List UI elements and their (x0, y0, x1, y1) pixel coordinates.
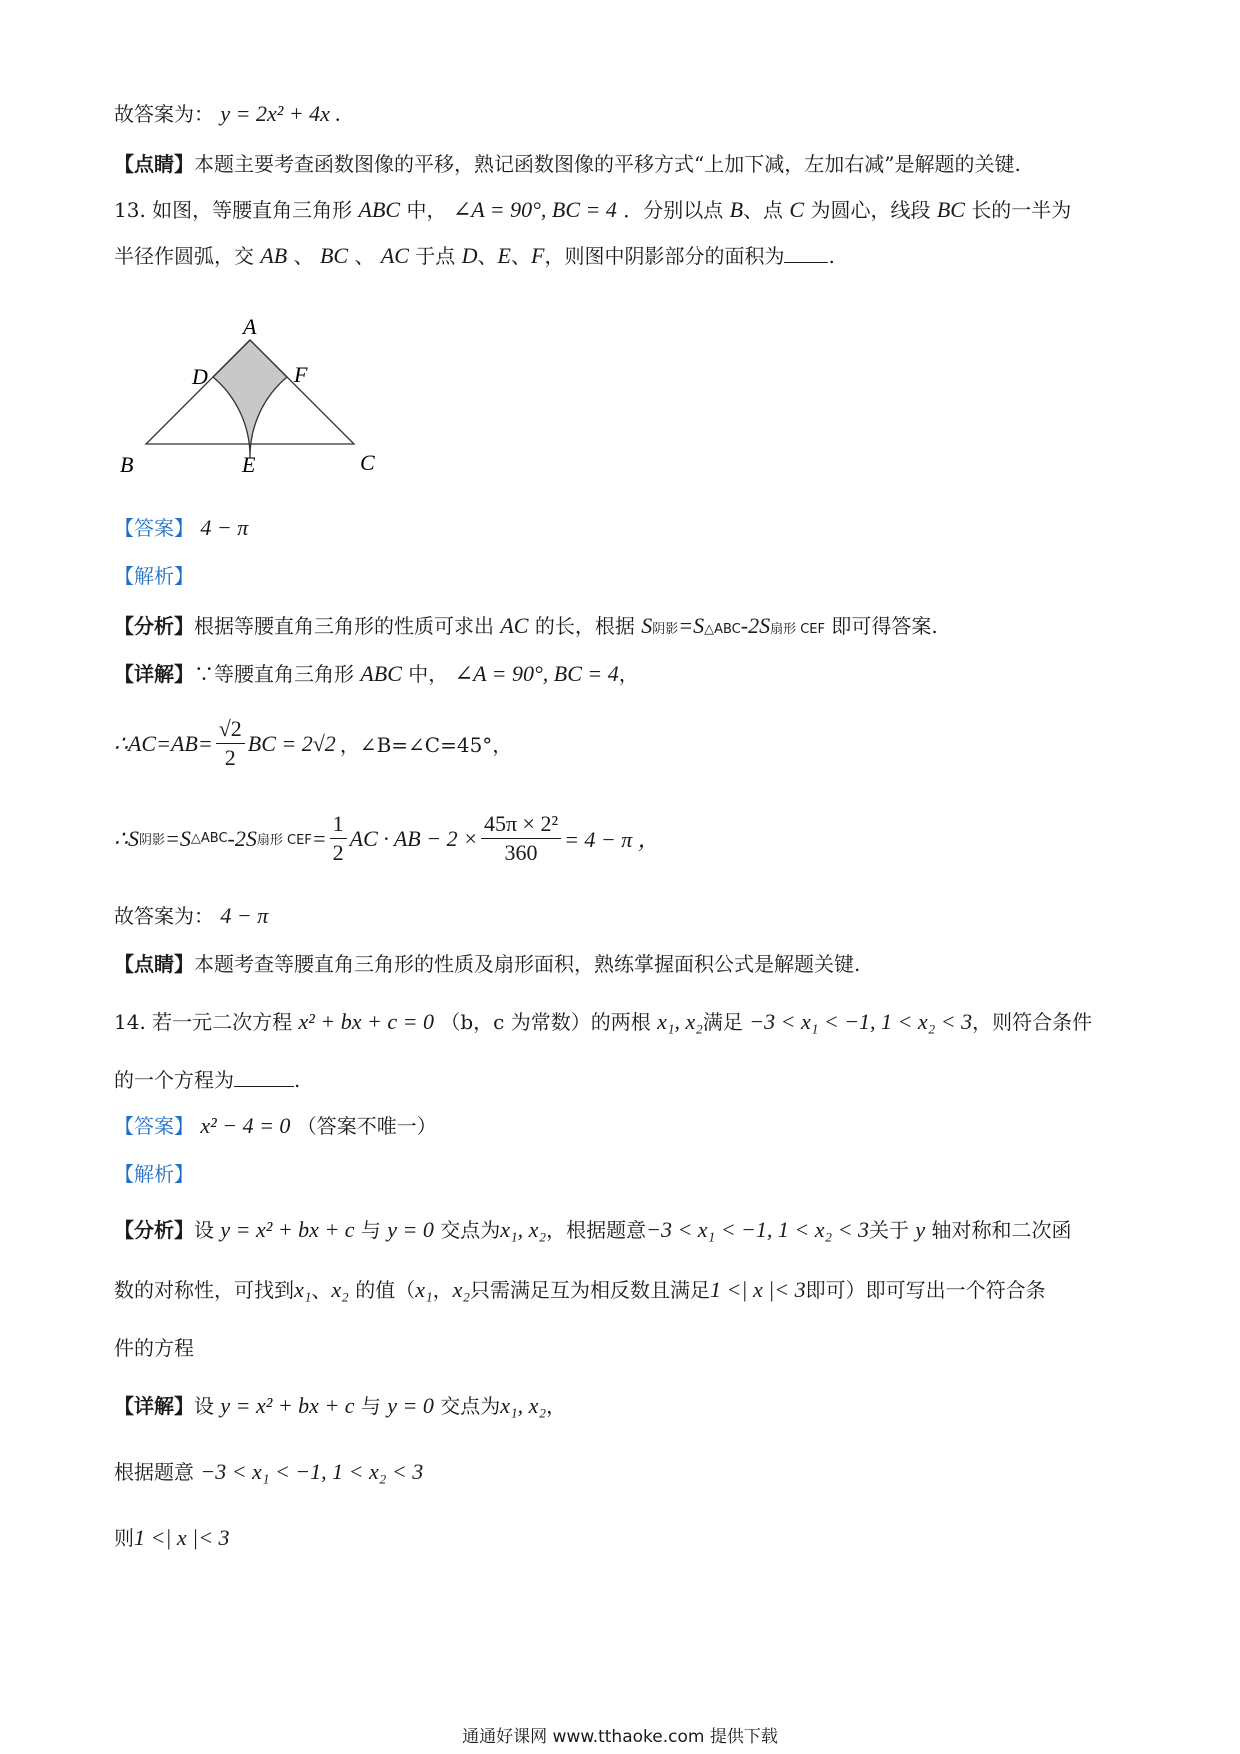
q14-eq: x² + bx + c = 0 (298, 1009, 434, 1034)
q13-sep-1: 、 (293, 244, 314, 268)
fenxi14-cond: −3 < x₁ < −1, 1 < x₂ < 3 (646, 1217, 869, 1242)
q14-roots: x₁, x₂ (657, 1009, 703, 1034)
q13-sep-3: 、 (477, 244, 498, 268)
fenxi-sub-3: 扇形 CEF (770, 622, 825, 637)
answer14-note: （答案不唯一） (296, 1114, 437, 1138)
fenxi14-l2a: 数的对称性，可找到 (114, 1278, 294, 1302)
label-e: E (242, 452, 256, 477)
step1-lead: ∴AC=AB= (114, 730, 213, 756)
step-14a (114, 1458, 423, 1486)
xiangjie-14 (114, 1392, 566, 1420)
question-13-line-1 (114, 196, 1071, 224)
fenxi-eq-1: =S (678, 613, 705, 638)
label-a: A (243, 318, 257, 339)
step-14b (114, 1524, 230, 1552)
answer-14 (114, 1112, 437, 1140)
fenxi-ac: AC (500, 613, 529, 638)
step1-tail: ，∠B=∠C=45°， (339, 733, 513, 757)
answer-equation: y = 2x² + 4x . (220, 101, 341, 126)
fenxi-14-line-2 (114, 1276, 1046, 1304)
q13-ac: AC (380, 243, 409, 268)
step2-sub-1: 阴影 (139, 833, 166, 848)
fenxi14-abs: 1 <| x |< 3 (710, 1277, 806, 1302)
q13-sep-2: 、 (354, 244, 375, 268)
xiangjie14-t4: ， (546, 1394, 567, 1418)
fenxi14-eq1: y = x² + bx + c (220, 1217, 355, 1242)
fenxi-text-3: 即可得答案. (831, 614, 938, 638)
final-answer-13 (114, 902, 268, 930)
answer-line-12 (114, 100, 341, 128)
point-tag: 【点睛】 (114, 152, 194, 176)
fenxi-sub-1: 阴影 (652, 622, 679, 637)
xiangjie14-eq2: y = 0 (387, 1393, 434, 1418)
step2-lead: ∴S (114, 825, 139, 851)
label-b: B (120, 452, 134, 477)
q13-text-1: 13. 如图，等腰直角三角形 (114, 198, 353, 222)
answer-blank (784, 244, 828, 263)
q14-cond: −3 < x₁ < −1, 1 < x₂ < 3 (749, 1009, 973, 1034)
fenxi14-sep: 、 (311, 1278, 332, 1302)
point13-tag: 【点睛】 (114, 952, 194, 976)
fenxi-eq-2: -2S (740, 613, 771, 638)
q13-condition: ∠A = 90°, BC = 4 (452, 197, 617, 222)
q13-point-c: C (789, 197, 805, 222)
point-line-12 (114, 150, 1021, 178)
triangle-figure (114, 318, 394, 498)
xiangjie-text-1: ∵等腰直角三角形 (194, 662, 354, 686)
fenxi14-t2: 与 (360, 1218, 381, 1242)
q13-text-4: 、点 (743, 198, 784, 222)
point-line-13 (114, 950, 860, 978)
step-1 (114, 715, 512, 772)
q14-text-3: 满足 (702, 1010, 743, 1034)
q13-text-3: ．分别以点 (623, 198, 724, 222)
sector-den: 360 (504, 840, 538, 865)
analysis-tag-14 (114, 1160, 194, 1188)
step2-mid-2: -2S (227, 825, 257, 851)
fenxi14-t5: 关于 (869, 1218, 909, 1242)
q14-end: . (294, 1068, 301, 1092)
step1-num: √2 (216, 715, 245, 744)
fenxi-tag: 【分析】 (114, 614, 194, 638)
xiangjie-text-2: 中， (408, 662, 449, 686)
step2-tail: = 4 − π ， (564, 827, 660, 852)
fenxi14-comma: ， (432, 1278, 453, 1302)
analysis-tag-13 (114, 562, 194, 590)
fenxi14-l3: 件的方程 (114, 1336, 194, 1360)
fenxi-14-line-1 (114, 1216, 1071, 1244)
label-d: D (192, 364, 208, 389)
fraction-sqrt2-over-2 (216, 715, 245, 772)
answer-tag: 【答案】 (114, 516, 194, 540)
xiangjie14-t3: 交点为 (440, 1394, 501, 1418)
answer14-tag: 【答案】 (114, 1114, 194, 1138)
q13-sep-4: 、 (511, 244, 531, 268)
fenxi-s: S (641, 613, 653, 638)
answer-prefix: 故答案为： (114, 102, 214, 126)
q13-abc: ABC (358, 197, 401, 222)
step14a-cond: −3 < x₁ < −1, 1 < x₂ < 3 (200, 1459, 424, 1484)
fenxi-text-1: 根据等腰直角三角形的性质可求出 (194, 614, 494, 638)
fenxi14-x1b: x₁ (415, 1277, 433, 1302)
step1-bc: BC = 2√2 (247, 730, 336, 756)
xiangjie14-roots: x₁, x₂ (500, 1393, 547, 1418)
xiangjie-cond: ∠A = 90°, BC = 4 (454, 661, 619, 686)
answer-13 (114, 514, 248, 542)
fenxi14-x2b: x₂ (452, 1277, 471, 1302)
q13-bc-2: BC (319, 243, 349, 268)
q13-ab: AB (260, 243, 288, 268)
fenxi-text-2: 的长，根据 (534, 614, 635, 638)
analysis-tag: 【解析】 (114, 564, 194, 588)
half-den: 2 (332, 840, 344, 865)
page-footer: 通通好课网 www.tthaoke.com 提供下载 (462, 1727, 778, 1747)
xiangjie-13 (114, 660, 639, 688)
step2-sub-2: △ABC (190, 831, 228, 846)
answer-blank-14 (234, 1068, 294, 1087)
fenxi-sub-2: △ABC (704, 622, 741, 637)
q13-point-d: D (461, 243, 478, 268)
question-14-line-2 (114, 1066, 300, 1094)
q14-text-1: 14. 若一元二次方程 (114, 1010, 293, 1034)
step14a-t1: 根据题意 (114, 1460, 194, 1484)
q14-text-5: 的一个方程为 (114, 1068, 234, 1092)
fenxi14-x2: x₂ (331, 1277, 349, 1302)
shaded-region (213, 340, 287, 458)
question-13-line-2 (114, 242, 835, 270)
answer-value: 4 − π (200, 515, 249, 540)
q13-point-e: E (497, 243, 511, 268)
xiangjie-tag: 【详解】 (114, 662, 194, 686)
fenxi14-l2c: 只需满足互为相反数且满足 (470, 1278, 711, 1302)
fraction-one-half (330, 810, 347, 867)
xiangjie14-t1: 设 (194, 1394, 214, 1418)
fenxi14-eq2: y = 0 (387, 1217, 434, 1242)
fenxi14-t4: ，根据题意 (546, 1218, 647, 1242)
step2-sub-3: 扇形 CEF (256, 833, 312, 848)
answer14-eq: x² − 4 = 0 (200, 1113, 291, 1138)
fenxi14-l2d: 即可）即可写出一个符合条 (805, 1278, 1046, 1302)
step2-prod: AC · AB − 2 × (349, 825, 478, 851)
half-num: 1 (330, 810, 347, 839)
final13-prefix: 故答案为： (114, 904, 214, 928)
q13-point-b: B (729, 197, 744, 222)
xiangjie-abc: ABC (360, 661, 402, 686)
xiangjie-text-3: ， (618, 662, 639, 686)
label-c: C (360, 450, 375, 475)
step-2 (114, 810, 660, 867)
fenxi14-roots: x₁, x₂ (500, 1217, 547, 1242)
step14b-cond: 1 <| x |< 3 (134, 1525, 230, 1550)
fenxi-14-line-3 (114, 1334, 194, 1362)
fenxi14-l2b: 的值（ (355, 1278, 416, 1302)
analysis14-tag: 【解析】 (114, 1162, 194, 1186)
step2-eq: = (311, 825, 327, 851)
xiangjie14-eq1: y = x² + bx + c (220, 1393, 355, 1418)
fenxi14-y: y (915, 1217, 926, 1242)
fenxi14-tag: 【分析】 (114, 1218, 194, 1242)
point13-text: 本题考查等腰直角三角形的性质及扇形面积，熟练掌握面积公式是解题关键. (194, 952, 861, 976)
q14-text-2: （b，c 为常数）的两根 (440, 1010, 651, 1034)
label-f: F (294, 362, 308, 387)
q13-point-f: F (531, 243, 545, 268)
fenxi14-t3: 交点为 (440, 1218, 501, 1242)
q13-text-9: ，则图中阴影部分的面积为 (544, 244, 785, 268)
fenxi14-t6: 轴对称和二次函 (931, 1218, 1072, 1242)
point-text: 本题主要考查函数图像的平移，熟记函数图像的平移方式“上加下减，左加右减”是解题的关键. (194, 152, 1021, 176)
q14-text-4: ，则符合条件 (972, 1010, 1093, 1034)
q13-text-5: 为圆心，线段 (810, 198, 931, 222)
q13-text-2: 中， (406, 198, 447, 222)
q13-bc: BC (936, 197, 965, 222)
fraction-sector (481, 810, 561, 867)
q13-text-8: 于点 (415, 244, 456, 268)
q13-end: . (828, 244, 835, 268)
xiangjie14-t2: 与 (360, 1394, 381, 1418)
step1-den: 2 (224, 745, 236, 770)
sector-num: 45π × 2² (481, 810, 561, 839)
q13-text-6: 长的一半为 (971, 198, 1072, 222)
fenxi-13 (114, 612, 938, 644)
fenxi14-x1: x₁ (294, 1277, 312, 1302)
q13-text-7: 半径作圆弧，交 (114, 244, 254, 268)
fenxi14-t1: 设 (194, 1218, 214, 1242)
xiangjie14-tag: 【详解】 (114, 1394, 194, 1418)
step14b-t1: 则 (114, 1526, 134, 1550)
question-14-line-1 (114, 1008, 1092, 1036)
final13-value: 4 − π (220, 903, 269, 928)
step2-mid-1: =S (165, 825, 191, 851)
